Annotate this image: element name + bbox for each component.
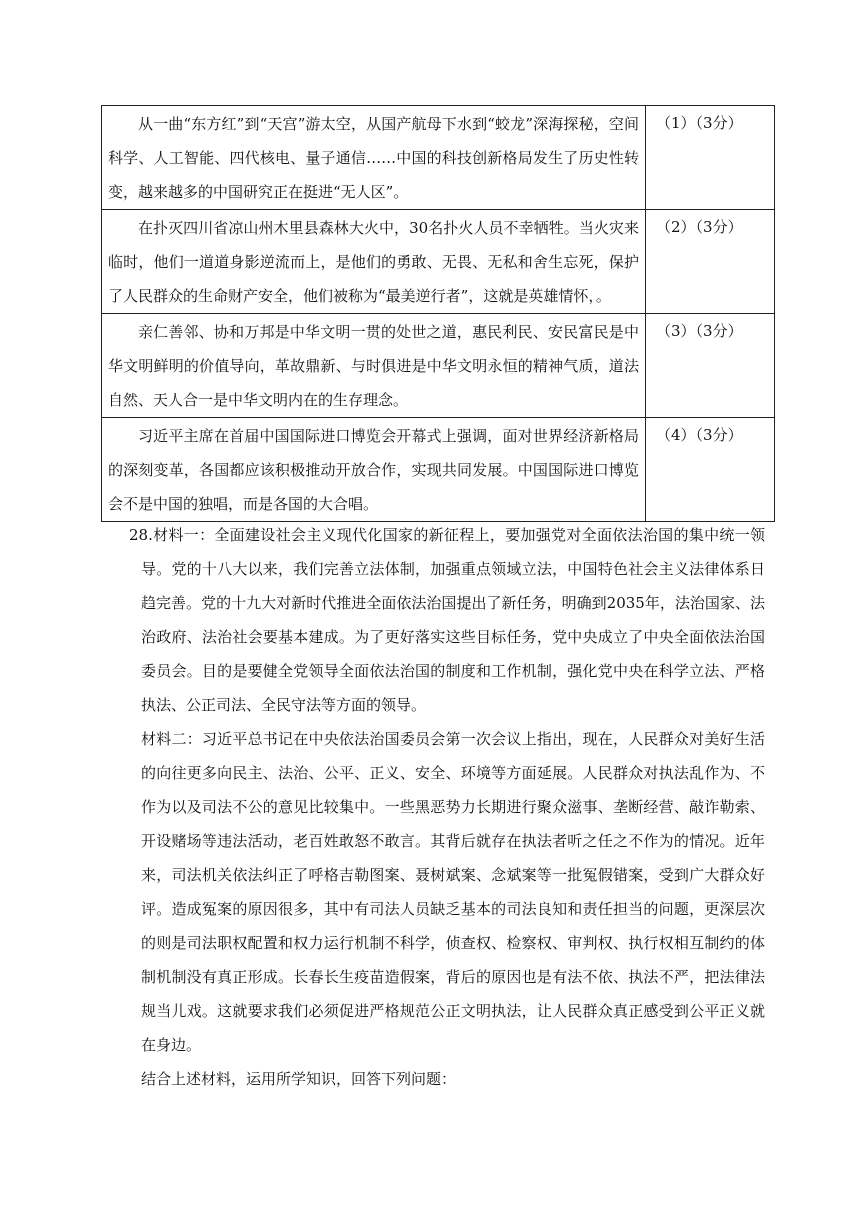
material-cell: 亲仁善邻、协和万邦是中华文明一贯的处世之道，惠民利民、安民富民是中华文明鲜明的价值导向，革故鼎新、与时俱进是中华文明永恒的精神气质，道法自然、天人合一是中华文明内在的生存理念。 (102, 314, 646, 418)
material-one-paragraph: 28.材料一：全面建设社会主义现代化国家的新征程上，要加强党对全面依法治国的集中统一领导。党的十八大以来，我们完善立法体制，加强重点领域立法，中国特色社会主义法律体系日趋完善。党的十九大对新时代推进全面依法治国提出了新任务，明确到2035年，法治国家、法治政府、法治社会要基本建成。为了更好落实这些目标任务，党中央成立了中央全面依法治国委员会。目的是要健全党领导全面依法治国的制度和工作机制，强化党中央在科学立法、严格执法、公正司法、全民守法等方面的领导。 (129, 526, 765, 714)
table-row (102, 418, 775, 522)
question-28 (101, 518, 765, 1096)
table-row (102, 106, 775, 210)
question-prompt: 结合上述材料，运用所学知识，回答下列问题： (141, 1070, 457, 1088)
score-cell: （2）（3分） (646, 210, 775, 314)
material-cell: 习近平主席在首届中国国际进口博览会开幕式上强调，面对世界经济新格局的深刻变革，各国都应该积极推动开放合作，实现共同发展。中国国际进口博览会不是中国的独唱，而是各国的大合唱。 (102, 418, 646, 522)
table-row (102, 314, 775, 418)
material-two-paragraph: 材料二：习近平总书记在中央依法治国委员会第一次会议上指出，现在，人民群众对美好生活的向往更多向民主、法治、公平、正义、安全、环境等方面延展。人民群众对执法乱作为、不作为以及司法不公的意见比较集中。一些黑恶势力长期进行聚众滋事、垄断经营、敲诈勒索、开设赌场等违法活动，老百姓敢怒不敢言。其背后就存在执法者听之任之不作为的情况。近年来，司法机关依法纠正了呼格吉勒图案、聂树斌案、念斌案等一批冤假错案，受到广大群众好评。造成冤案的原因很多，其中有司法人员缺乏基本的司法良知和责任担当的问题，更深层次的则是司法职权配置和权力运行机制不科学，侦查权、检察权、审判权、执行权相互制约的体制机制没有真正形成。长春长生疫苗造假案，背后的原因也是有法不依、执法不严，把法律法规当儿戏。这就要求我们必须促进严格规范公正文明执法，让人民群众真正感受到公平正义就在身边。 (141, 730, 765, 1054)
table-row (102, 210, 775, 314)
material-cell: 从一曲“东方红”到“天宫”游太空，从国产航母下水到“蛟龙”深海探秘，空间科学、人工智能、四代核电、量子通信……中国的科技创新格局发生了历史性转变，越来越多的中国研究正在挺进“无人区”。 (102, 106, 646, 210)
score-cell: （4）（3分） (646, 418, 775, 522)
matching-table (101, 105, 775, 522)
material-cell: 在扑灭四川省凉山州木里县森林大火中，30名扑火人员不幸牺牲。当火灾来临时，他们一道道身影逆流而上，是他们的勇敢、无畏、无私和舍生忘死，保护了人民群众的生命财产安全，他们被称为“最美逆行者”，这就是英雄情怀，。 (102, 210, 646, 314)
score-cell: （3）（3分） (646, 314, 775, 418)
score-cell: （1）（3分） (646, 106, 775, 210)
